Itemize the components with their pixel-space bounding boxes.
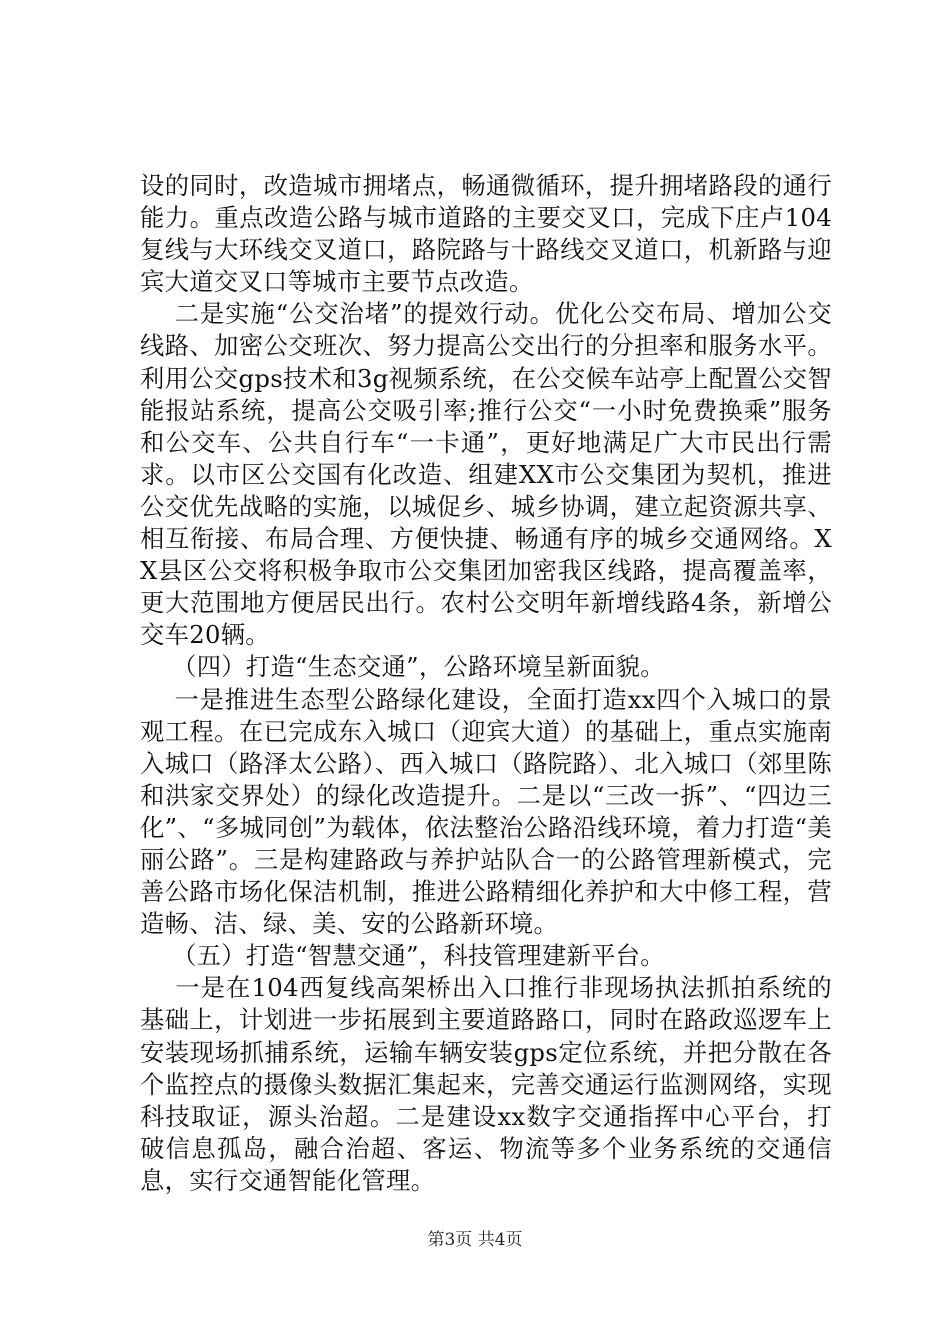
document-body: [140, 170, 832, 1197]
paragraph-road-renovation: 设的同时，改造城市拥堵点，畅通微循环，提升拥堵路段的通行能力。重点改造公路与城市道路的主要交叉口，完成下庄卢104复线与大环线交叉道口，路院路与十路线交叉道口，机新路与迎宾大道交叉口等城市主要节点改造。: [140, 171, 832, 297]
paragraph-bus-congestion-action: 二是实施“公交治堵”的提效行动。优化公交布局、增加公交线路、加密公交班次、努力提高公交出行的分担率和服务水平。利用公交gps技术和3g视频系统，在公交候车站亭上配置公交智能报站系统，提高公交吸引率;推行公交“一小时免费换乘”服务和公交车、公共自行车“一卡通”，更好地满足广大市民出行需求。以市区公交国有化改造、组建XX市公交集团为契机，推进公交优先战略的实施，以城促乡、城乡协调，建立起资源共享、相互衔接、布局合理、方便快捷、畅通有序的城乡交通网络。XX县区公交将积极争取市公交集团加密我区线路，提高覆盖率，更大范围地方便居民出行。农村公交明年新增线路4条，新增公交车20辆。: [140, 299, 832, 650]
paragraph-road-greening: 一是推进生态型公路绿化建设，全面打造xx四个入城口的景观工程。在已完成东入城口（迎宾大道）的基础上，重点实施南入城口（路泽太公路）、西入城口（路院路）、北入城口（郊里陈和洪家交界处）的绿化改造提升。二是以“三改一拆”、“四边三化”、“多城同创”为载体，依法整治公路沿线环境，着力打造“美丽公路”。三是构建路政与养护站队合一的公路管理新模式，完善公路市场化保洁机制，推进公路精细化养护和大中修工程，营造畅、洁、绿、美、安的公路新环境。: [140, 684, 832, 939]
page-number-footer: 第3页 共4页: [427, 1230, 523, 1250]
section-heading-smart-transport: （五）打造“智慧交通”，科技管理建新平台。: [140, 941, 665, 971]
section-heading-ecological-transport: （四）打造“生态交通”，公路环境呈新面貌。: [140, 652, 665, 682]
paragraph-smart-enforcement: 一是在104西复线高架桥出入口推行非现场执法抓拍系统的基础上，计划进一步拓展到主要道路路口，同时在路政巡逻车上安装现场抓捕系统，运输车辆安装gps定位系统，并把分散在各个监控点的摄像头数据汇集起来，完善交通运行监测网络，实现科技取证，源头治超。二是建设xx数字交通指挥中心平台，打破信息孤岛，融合治超、客运、物流等多个业务系统的交通信息，实行交通智能化管理。: [140, 973, 832, 1195]
